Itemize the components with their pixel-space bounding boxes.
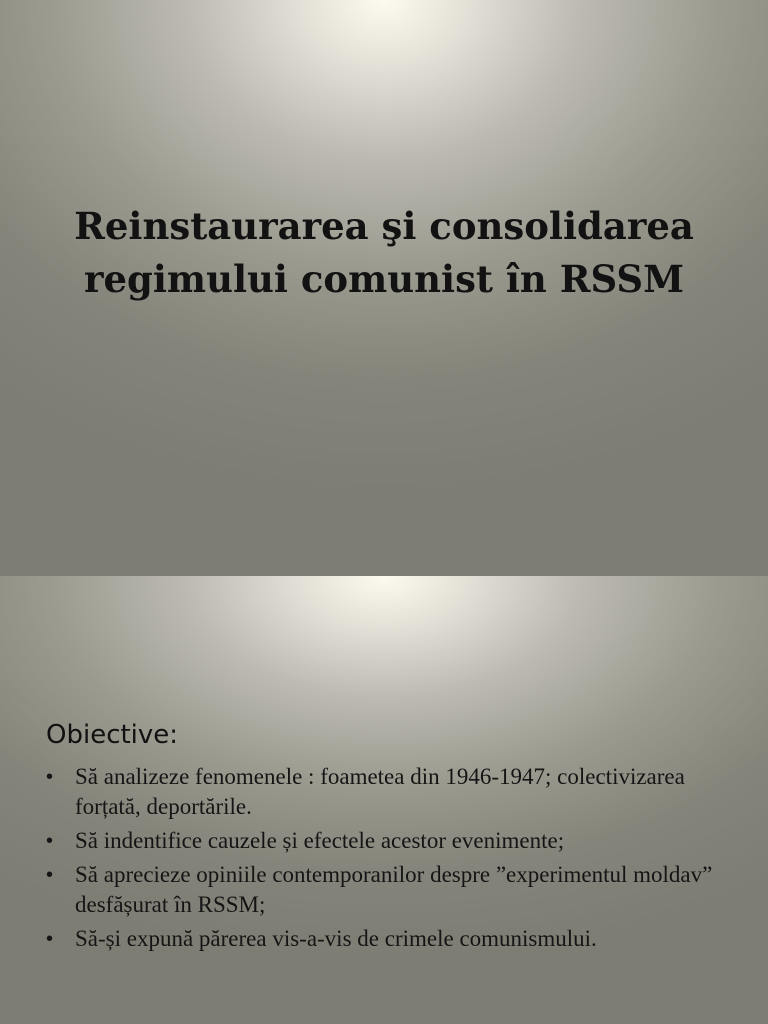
list-item-text: Să indentifice cauzele și efectele acestor evenimente; bbox=[75, 828, 565, 853]
list-item-text: Să analizeze fenomenele : foametea din 1946-1947; colectivizarea forțată, deportările. bbox=[75, 764, 685, 819]
objectives-list bbox=[46, 762, 726, 958]
slide-title-text: Reinstaurarea şi consolidarea regimului comunist în RSSM bbox=[74, 204, 694, 301]
bullet-icon: • bbox=[46, 830, 54, 852]
slide-objectives bbox=[0, 576, 768, 1024]
list-item bbox=[46, 924, 726, 954]
list-item-text: Să-și expună părerea vis-a-vis de crimele comunismului. bbox=[75, 926, 597, 951]
list-item-text: Să aprecieze opiniile contemporanilor despre ”experimentul moldav” desfășurat în RSSM; bbox=[75, 862, 713, 917]
list-item bbox=[46, 860, 726, 920]
list-item bbox=[46, 826, 726, 856]
bullet-icon: • bbox=[46, 766, 54, 788]
bullet-icon: • bbox=[46, 928, 54, 950]
list-item bbox=[46, 762, 726, 822]
objectives-heading: Obiective: bbox=[46, 720, 179, 750]
bullet-icon: • bbox=[46, 864, 54, 886]
